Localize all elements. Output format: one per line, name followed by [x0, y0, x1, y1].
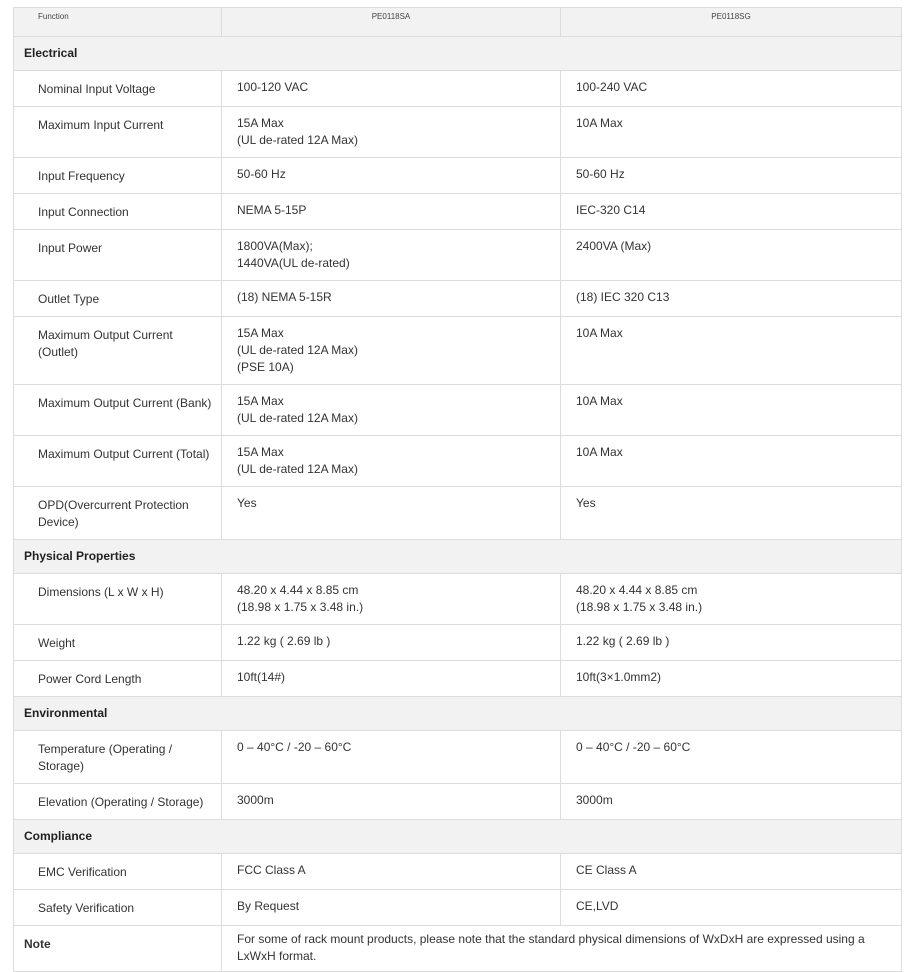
- spec-value-model-b: [561, 661, 902, 697]
- spec-value-model-a: [222, 71, 561, 107]
- spec-value-model-a: [222, 661, 561, 697]
- spec-value-model-a: [222, 385, 561, 436]
- spec-value-line: 3000m: [576, 793, 613, 807]
- spec-label: OPD(Overcurrent Protection Device): [14, 487, 222, 540]
- note-label: Note: [14, 926, 222, 972]
- spec-value-line: Yes: [576, 496, 596, 510]
- header-model-a: PE0118SA: [222, 8, 561, 37]
- spec-row: [14, 784, 902, 820]
- spec-value-model-b: [561, 158, 902, 194]
- section-row: [14, 37, 902, 71]
- spec-value-model-b: [561, 625, 902, 661]
- spec-label: EMC Verification: [14, 854, 222, 890]
- spec-value-model-b: [561, 854, 902, 890]
- spec-label: Maximum Input Current: [14, 107, 222, 158]
- spec-label: Maximum Output Current (Bank): [14, 385, 222, 436]
- spec-value-model-b: [561, 281, 902, 317]
- spec-value-line: (UL de-rated 12A Max): [237, 462, 358, 476]
- spec-value-line: (18) IEC 320 C13: [576, 290, 670, 304]
- section-title: Physical Properties: [14, 540, 902, 574]
- spec-row: [14, 487, 902, 540]
- spec-value-model-b: [561, 71, 902, 107]
- section-row: [14, 820, 902, 854]
- spec-value-line: IEC-320 C14: [576, 203, 646, 217]
- spec-value-model-a: [222, 625, 561, 661]
- section-title: Compliance: [14, 820, 902, 854]
- header-model-b: PE0118SG: [561, 8, 902, 37]
- spec-value-model-a: [222, 487, 561, 540]
- spec-label: Weight: [14, 625, 222, 661]
- spec-label: Elevation (Operating / Storage): [14, 784, 222, 820]
- spec-value-model-a: [222, 890, 561, 926]
- spec-row: [14, 194, 902, 230]
- spec-value-model-b: [561, 194, 902, 230]
- spec-row: [14, 71, 902, 107]
- spec-value-line: (UL de-rated 12A Max): [237, 343, 358, 357]
- spec-row: [14, 890, 902, 926]
- spec-row: [14, 436, 902, 487]
- spec-label: Nominal Input Voltage: [14, 71, 222, 107]
- spec-value-model-b: [561, 385, 902, 436]
- spec-value-line: 1440VA(UL de-rated): [237, 256, 350, 270]
- header-function: Function: [14, 8, 222, 37]
- spec-row: [14, 854, 902, 890]
- spec-value-line: (UL de-rated 12A Max): [237, 133, 358, 147]
- section-row: [14, 697, 902, 731]
- spec-label: Dimensions (L x W x H): [14, 574, 222, 625]
- spec-value-model-b: [561, 317, 902, 385]
- spec-value-model-a: [222, 731, 561, 784]
- spec-value-model-a: [222, 158, 561, 194]
- spec-value-line: 1800VA(Max);: [237, 239, 313, 253]
- spec-value-model-a: [222, 574, 561, 625]
- spec-value-line: (UL de-rated 12A Max): [237, 411, 358, 425]
- note-text: For some of rack mount products, please note that the standard physical dimensions of WxDxH are expressed using a LxWxH format.: [222, 926, 902, 972]
- spec-value-line: CE,LVD: [576, 899, 619, 913]
- spec-value-line: Yes: [237, 496, 257, 510]
- spec-label: Maximum Output Current (Total): [14, 436, 222, 487]
- spec-value-model-a: [222, 107, 561, 158]
- spec-value-line: 100-240 VAC: [576, 80, 648, 94]
- spec-value-line: FCC Class A: [237, 863, 306, 877]
- spec-value-line: 15A Max: [237, 116, 284, 130]
- section-title: Electrical: [14, 37, 902, 71]
- spec-value-model-a: [222, 317, 561, 385]
- spec-value-line: 15A Max: [237, 326, 284, 340]
- spec-label: Input Frequency: [14, 158, 222, 194]
- header-row: [14, 8, 902, 37]
- spec-value-model-b: [561, 574, 902, 625]
- spec-value-line: 48.20 x 4.44 x 8.85 cm: [576, 583, 698, 597]
- spec-value-line: 0 – 40°C / -20 – 60°C: [237, 740, 352, 754]
- spec-row: [14, 661, 902, 697]
- spec-value-model-a: [222, 784, 561, 820]
- spec-value-model-b: [561, 487, 902, 540]
- spec-value-model-b: [561, 230, 902, 281]
- spec-row: [14, 731, 902, 784]
- spec-value-model-a: [222, 854, 561, 890]
- spec-value-model-a: [222, 230, 561, 281]
- spec-row: [14, 317, 902, 385]
- section-title: Environmental: [14, 697, 902, 731]
- spec-value-line: 15A Max: [237, 394, 284, 408]
- spec-value-line: (18) NEMA 5-15R: [237, 290, 332, 304]
- spec-value-line: 50-60 Hz: [237, 167, 286, 181]
- spec-value-model-a: [222, 281, 561, 317]
- spec-value-line: 10A Max: [576, 445, 623, 459]
- spec-value-line: By Request: [237, 899, 300, 913]
- spec-value-model-b: [561, 107, 902, 158]
- spec-row: [14, 385, 902, 436]
- spec-value-line: 2400VA (Max): [576, 239, 652, 253]
- spec-value-line: 48.20 x 4.44 x 8.85 cm: [237, 583, 359, 597]
- spec-row: [14, 625, 902, 661]
- spec-value-line: CE Class A: [576, 863, 637, 877]
- spec-value-line: 10A Max: [576, 394, 623, 408]
- spec-value-line: 10A Max: [576, 116, 623, 130]
- spec-value-model-b: [561, 436, 902, 487]
- spec-value-line: 1.22 kg ( 2.69 lb ): [576, 634, 670, 648]
- spec-label: Input Power: [14, 230, 222, 281]
- spec-value-line: 0 – 40°C / -20 – 60°C: [576, 740, 691, 754]
- spec-value-line: (18.98 x 1.75 x 3.48 in.): [237, 600, 364, 614]
- spec-value-line: 10ft(3×1.0mm2): [576, 670, 662, 684]
- spec-table: [13, 7, 902, 972]
- section-row: [14, 540, 902, 574]
- spec-value-model-a: [222, 436, 561, 487]
- spec-label: Temperature (Operating / Storage): [14, 731, 222, 784]
- spec-value-line: 3000m: [237, 793, 274, 807]
- note-row: [14, 926, 902, 972]
- spec-value-line: 10A Max: [576, 326, 623, 340]
- spec-label: Outlet Type: [14, 281, 222, 317]
- spec-value-line: 100-120 VAC: [237, 80, 309, 94]
- spec-row: [14, 574, 902, 625]
- spec-value-line: 50-60 Hz: [576, 167, 625, 181]
- spec-row: [14, 230, 902, 281]
- spec-label: Power Cord Length: [14, 661, 222, 697]
- spec-row: [14, 281, 902, 317]
- spec-label: Safety Verification: [14, 890, 222, 926]
- spec-value-line: 15A Max: [237, 445, 284, 459]
- spec-label: Input Connection: [14, 194, 222, 230]
- spec-value-model-b: [561, 784, 902, 820]
- spec-row: [14, 158, 902, 194]
- spec-row: [14, 107, 902, 158]
- spec-value-model-a: [222, 194, 561, 230]
- spec-value-line: 1.22 kg ( 2.69 lb ): [237, 634, 331, 648]
- spec-value-line: (PSE 10A): [237, 360, 294, 374]
- spec-label: Maximum Output Current (Outlet): [14, 317, 222, 385]
- spec-table-body: [14, 8, 902, 972]
- spec-value-model-b: [561, 890, 902, 926]
- spec-value-line: (18.98 x 1.75 x 3.48 in.): [576, 600, 703, 614]
- spec-value-line: 10ft(14#): [237, 670, 286, 684]
- spec-value-line: NEMA 5-15P: [237, 203, 307, 217]
- spec-value-model-b: [561, 731, 902, 784]
